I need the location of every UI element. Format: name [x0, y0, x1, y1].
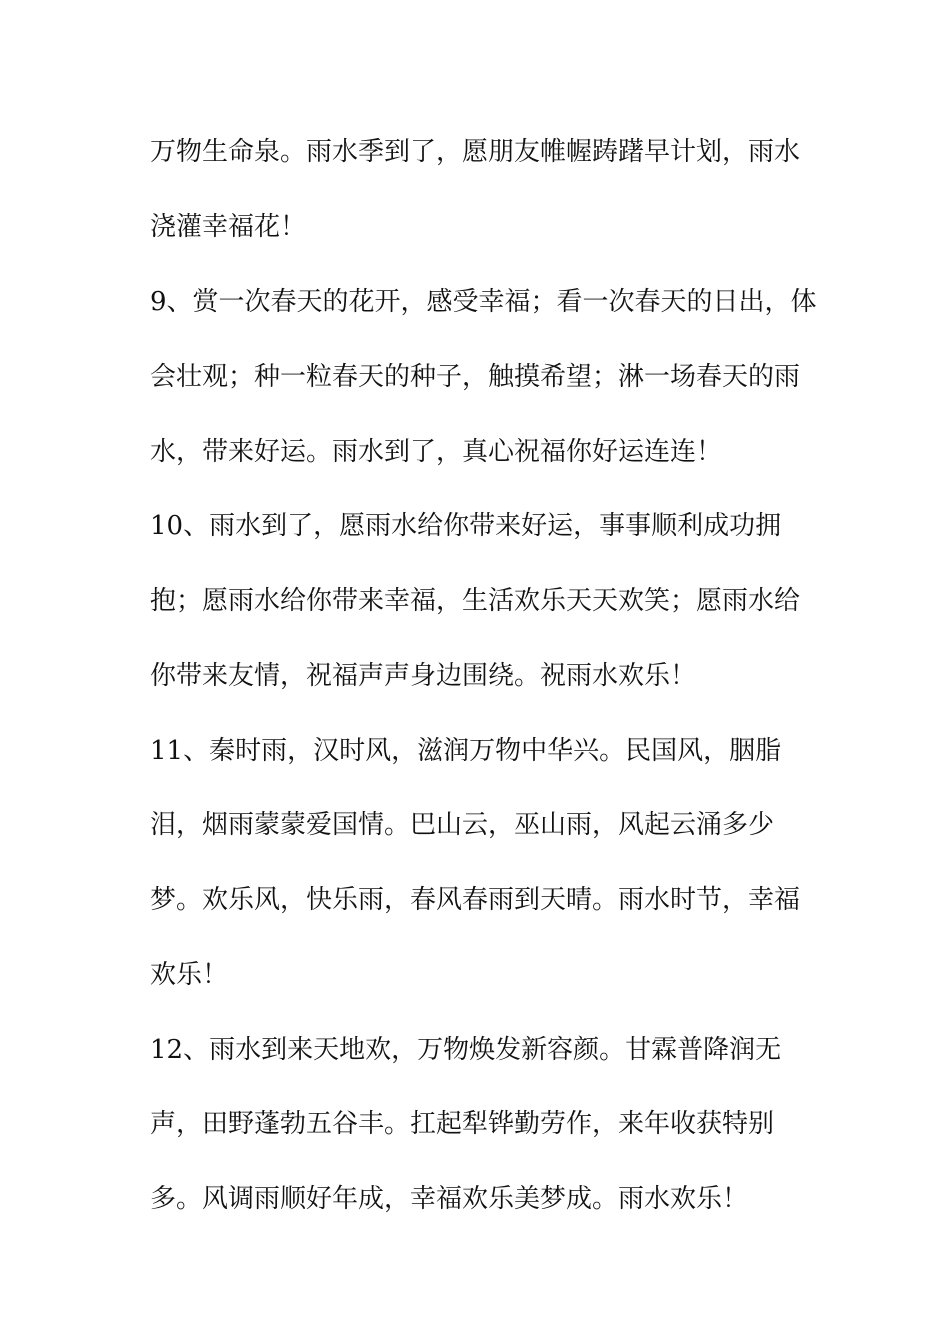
text-line: 梦。欢乐风，快乐雨，春风春雨到天晴。雨水时节，幸福 — [150, 885, 801, 915]
text-line: 抱；愿雨水给你带来幸福，生活欢乐天天欢笑；愿雨水给 — [150, 586, 801, 616]
item-12-line: 12、雨水到来天地欢，万物焕发新容颜。甘霖普降润无 — [150, 1035, 782, 1065]
text-line: 欢乐！ — [150, 960, 229, 990]
item-9-line: 9、赏一次春天的花开，感受幸福；看一次春天的日出，体 — [150, 287, 817, 317]
text-line: 多。风调雨顺好年成，幸福欢乐美梦成。雨水欢乐！ — [150, 1184, 749, 1214]
text-line: 声，田野蓬勃五谷丰。扛起犁铧勤劳作，来年收获特别 — [150, 1109, 775, 1139]
text-line: 你带来友情，祝福声声身边围绕。祝雨水欢乐！ — [150, 661, 697, 691]
text-line: 会壮观；种一粒春天的种子，触摸希望；淋一场春天的雨 — [150, 362, 801, 392]
item-11-line: 11、秦时雨，汉时风，滋润万物中华兴。民国风，胭脂 — [150, 736, 782, 766]
item-10-line: 10、雨水到了，愿雨水给你带来好运，事事顺利成功拥 — [150, 511, 782, 541]
text-line: 浇灌幸福花！ — [150, 212, 307, 242]
text-line: 泪，烟雨蒙蒙爱国情。巴山云，巫山雨，风起云涌多少 — [150, 810, 775, 840]
text-line: 万物生命泉。雨水季到了，愿朋友帷幄踌躇早计划，雨水 — [150, 137, 801, 167]
text-line: 水，带来好运。雨水到了，真心祝福你好运连连！ — [150, 437, 723, 467]
